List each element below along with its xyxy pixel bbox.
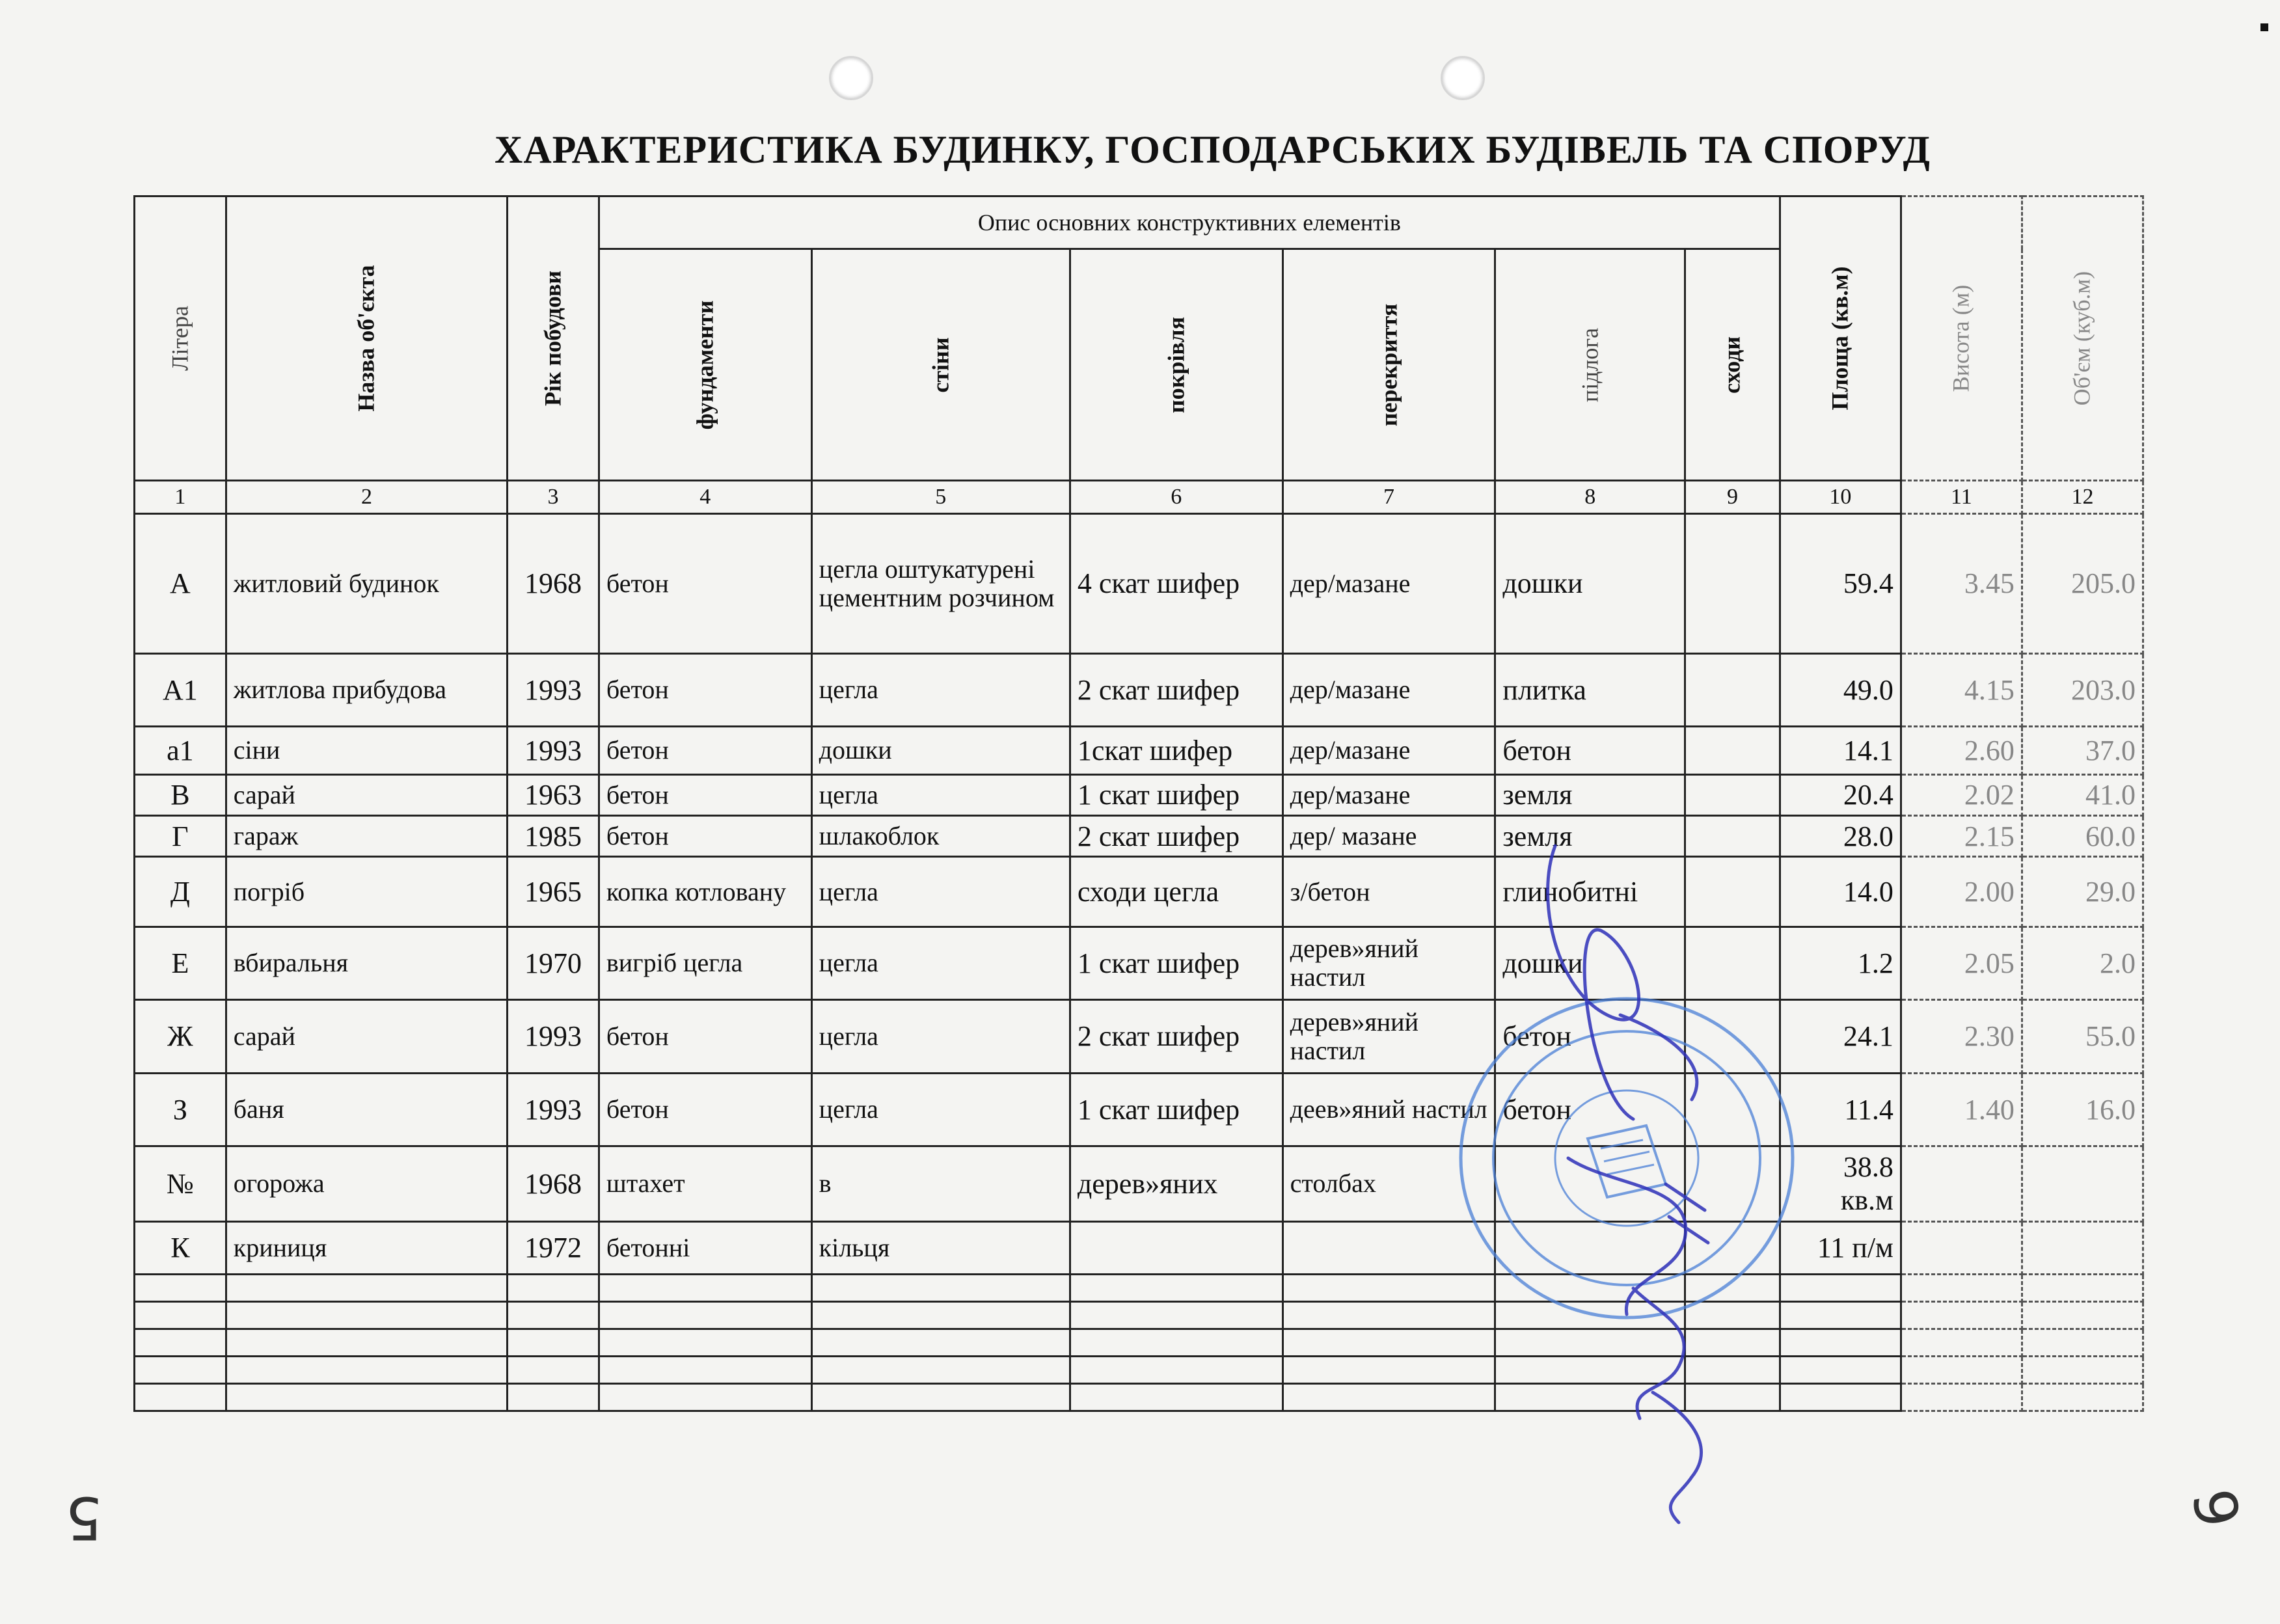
empty-cell: [1495, 1357, 1685, 1384]
characteristics-table: [133, 195, 2144, 1412]
cell-roof: 1 скат шифер: [1070, 1073, 1282, 1146]
cell-foundation: копка котловану: [599, 857, 811, 927]
empty-cell: [1901, 1275, 2022, 1302]
cell-volume: 16.0: [2022, 1073, 2143, 1146]
empty-cell: [508, 1329, 599, 1357]
col-ceiling-header: перекриття: [1282, 249, 1495, 481]
empty-cell: [226, 1383, 507, 1411]
cell-stairs: [1685, 727, 1780, 775]
col-name-header: Назва об'єкта: [226, 196, 507, 481]
col-floor-header: підлога: [1495, 249, 1685, 481]
empty-cell: [2022, 1383, 2143, 1411]
cell-year: 1993: [508, 1073, 599, 1146]
empty-cell: [599, 1302, 811, 1329]
cell-year: 1968: [508, 514, 599, 654]
cell-area: 24.1: [1780, 1000, 1901, 1073]
cell-litera: В: [135, 774, 226, 815]
empty-cell: [1901, 1302, 2022, 1329]
cell-year: 1970: [508, 927, 599, 999]
table-row: [135, 927, 2143, 999]
col-number: 4: [599, 481, 811, 514]
empty-cell: [1780, 1383, 1901, 1411]
cell-height: 1.40: [1901, 1073, 2022, 1146]
cell-ceiling: з/бетон: [1282, 857, 1495, 927]
cell-area: 11.4: [1780, 1073, 1901, 1146]
cell-roof: сходи цегла: [1070, 857, 1282, 927]
cell-ceiling: дер/мазане: [1282, 774, 1495, 815]
col-number: 9: [1685, 481, 1780, 514]
empty-cell: [226, 1329, 507, 1357]
col-number: 1: [135, 481, 226, 514]
cell-height: 3.45: [1901, 514, 2022, 654]
cell-stairs: [1685, 774, 1780, 815]
cell-ceiling: столбах: [1282, 1146, 1495, 1222]
cell-litera: А1: [135, 653, 226, 726]
empty-table-row: [135, 1275, 2143, 1302]
cell-roof: 1 скат шифер: [1070, 927, 1282, 999]
page-number-left: 5: [65, 1483, 103, 1552]
empty-cell: [811, 1302, 1070, 1329]
cell-year: 1972: [508, 1221, 599, 1275]
col-height-header: Висота (м): [1901, 196, 2022, 481]
cell-litera: К: [135, 1221, 226, 1275]
empty-cell: [1901, 1357, 2022, 1384]
cell-name: криниця: [226, 1221, 507, 1275]
cell-volume: 37.0: [2022, 727, 2143, 775]
cell-name: баня: [226, 1073, 507, 1146]
cell-name: сарай: [226, 774, 507, 815]
cell-litera: З: [135, 1073, 226, 1146]
empty-cell: [1901, 1329, 2022, 1357]
cell-ceiling: дер/ мазане: [1282, 816, 1495, 857]
cell-year: 1985: [508, 816, 599, 857]
table-body: [135, 514, 2143, 1411]
cell-floor: дошки: [1495, 514, 1685, 654]
cell-year: 1993: [508, 727, 599, 775]
cell-volume: 60.0: [2022, 816, 2143, 857]
cell-ceiling: дер/мазане: [1282, 514, 1495, 654]
cell-walls: цегла: [811, 774, 1070, 815]
col-number: 7: [1282, 481, 1495, 514]
cell-foundation: бетон: [599, 1073, 811, 1146]
empty-cell: [1780, 1357, 1901, 1384]
cell-floor: бетон: [1495, 1073, 1685, 1146]
cell-floor: бетон: [1495, 727, 1685, 775]
empty-cell: [1070, 1329, 1282, 1357]
cell-ceiling: дерев»яний настил: [1282, 1000, 1495, 1073]
col-walls-header: стіни: [811, 249, 1070, 481]
cell-foundation: бетон: [599, 514, 811, 654]
col-number: 6: [1070, 481, 1282, 514]
cell-name: житлова прибудова: [226, 653, 507, 726]
cell-foundation: бетон: [599, 653, 811, 726]
col-foundation-header: фундаменти: [599, 249, 811, 481]
cell-roof: 1скат шифер: [1070, 727, 1282, 775]
cell-floor: земля: [1495, 774, 1685, 815]
cell-year: 1963: [508, 774, 599, 815]
cell-walls: цегла: [811, 1000, 1070, 1073]
cell-area: 49.0: [1780, 653, 1901, 726]
cell-litera: №: [135, 1146, 226, 1222]
cell-stairs: [1685, 857, 1780, 927]
cell-litera: Д: [135, 857, 226, 927]
table-row: [135, 816, 2143, 857]
cell-area: 11 п/м: [1780, 1221, 1901, 1275]
empty-cell: [1495, 1383, 1685, 1411]
cell-floor: дошки: [1495, 927, 1685, 999]
empty-cell: [508, 1383, 599, 1411]
empty-cell: [1685, 1329, 1780, 1357]
punch-hole-right: [1441, 56, 1485, 100]
empty-cell: [1282, 1383, 1495, 1411]
cell-roof: 2 скат шифер: [1070, 653, 1282, 726]
cell-foundation: бетон: [599, 1000, 811, 1073]
cell-foundation: бетон: [599, 816, 811, 857]
cell-walls: цегла оштукатурені цементним розчином: [811, 514, 1070, 654]
cell-litera: Ж: [135, 1000, 226, 1073]
cell-roof: [1070, 1221, 1282, 1275]
header-row-top: [135, 196, 2143, 249]
empty-cell: [1780, 1329, 1901, 1357]
empty-cell: [599, 1329, 811, 1357]
cell-year: 1993: [508, 653, 599, 726]
cell-height: 2.15: [1901, 816, 2022, 857]
table-row: [135, 774, 2143, 815]
cell-volume: 205.0: [2022, 514, 2143, 654]
col-number: 11: [1901, 481, 2022, 514]
col-stairs-header: сходи: [1685, 249, 1780, 481]
corner-mark: [2260, 23, 2268, 31]
table-row: [135, 514, 2143, 654]
cell-name: огорожа: [226, 1146, 507, 1222]
cell-floor: плитка: [1495, 653, 1685, 726]
cell-floor: глинобитні: [1495, 857, 1685, 927]
cell-floor: земля: [1495, 816, 1685, 857]
cell-stairs: [1685, 816, 1780, 857]
table-row: [135, 727, 2143, 775]
cell-area: 59.4: [1780, 514, 1901, 654]
empty-cell: [226, 1357, 507, 1384]
cell-name: сіни: [226, 727, 507, 775]
empty-cell: [508, 1357, 599, 1384]
cell-litera: Г: [135, 816, 226, 857]
cell-walls: цегла: [811, 653, 1070, 726]
column-number-row: [135, 481, 2143, 514]
cell-height: 2.05: [1901, 927, 2022, 999]
cell-volume: 41.0: [2022, 774, 2143, 815]
empty-cell: [1070, 1302, 1282, 1329]
cell-litera: а1: [135, 727, 226, 775]
cell-height: 2.02: [1901, 774, 2022, 815]
empty-cell: [226, 1302, 507, 1329]
empty-cell: [1685, 1357, 1780, 1384]
cell-year: 1993: [508, 1000, 599, 1073]
cell-walls: цегла: [811, 857, 1070, 927]
empty-cell: [508, 1275, 599, 1302]
cell-volume: 2.0: [2022, 927, 2143, 999]
cell-litera: А: [135, 514, 226, 654]
empty-table-row: [135, 1383, 2143, 1411]
empty-cell: [811, 1357, 1070, 1384]
empty-cell: [811, 1275, 1070, 1302]
empty-cell: [2022, 1275, 2143, 1302]
cell-height: 4.15: [1901, 653, 2022, 726]
table-row: [135, 857, 2143, 927]
col-number: 2: [226, 481, 507, 514]
cell-roof: 2 скат шифер: [1070, 816, 1282, 857]
empty-cell: [599, 1383, 811, 1411]
cell-volume: 29.0: [2022, 857, 2143, 927]
cell-volume: [2022, 1146, 2143, 1222]
empty-cell: [811, 1329, 1070, 1357]
construction-elements-header: Опис основних конструктивних елементів: [599, 196, 1780, 249]
empty-cell: [599, 1275, 811, 1302]
empty-cell: [135, 1329, 226, 1357]
empty-cell: [2022, 1302, 2143, 1329]
cell-ceiling: дер/мазане: [1282, 727, 1495, 775]
cell-foundation: вигріб цегла: [599, 927, 811, 999]
cell-foundation: бетон: [599, 774, 811, 815]
col-number: 10: [1780, 481, 1901, 514]
cell-year: 1965: [508, 857, 599, 927]
col-number: 8: [1495, 481, 1685, 514]
cell-stairs: [1685, 514, 1780, 654]
cell-ceiling: дер/мазане: [1282, 653, 1495, 726]
empty-cell: [508, 1302, 599, 1329]
cell-foundation: бетонні: [599, 1221, 811, 1275]
empty-table-row: [135, 1302, 2143, 1329]
cell-walls: в: [811, 1146, 1070, 1222]
cell-area: 14.0: [1780, 857, 1901, 927]
col-litera-header: Літера: [135, 196, 226, 481]
cell-name: погріб: [226, 857, 507, 927]
cell-walls: цегла: [811, 1073, 1070, 1146]
table-row: [135, 1000, 2143, 1073]
cell-volume: 203.0: [2022, 653, 2143, 726]
empty-cell: [1070, 1357, 1282, 1384]
cell-name: гараж: [226, 816, 507, 857]
cell-area: 38.8 кв.м: [1780, 1146, 1901, 1222]
cell-area: 1.2: [1780, 927, 1901, 999]
cell-foundation: бетон: [599, 727, 811, 775]
cell-foundation: штахет: [599, 1146, 811, 1222]
empty-table-row: [135, 1329, 2143, 1357]
col-number: 3: [508, 481, 599, 514]
col-year-header: Рік побудови: [508, 196, 599, 481]
cell-name: сарай: [226, 1000, 507, 1073]
cell-walls: кільця: [811, 1221, 1070, 1275]
cell-walls: дошки: [811, 727, 1070, 775]
cell-roof: 1 скат шифер: [1070, 774, 1282, 815]
table-row: [135, 1146, 2143, 1222]
cell-height: [1901, 1221, 2022, 1275]
cell-area: 28.0: [1780, 816, 1901, 857]
empty-cell: [811, 1383, 1070, 1411]
col-roof-header: покрівля: [1070, 249, 1282, 481]
cell-area: 20.4: [1780, 774, 1901, 815]
cell-stairs: [1685, 653, 1780, 726]
empty-cell: [135, 1302, 226, 1329]
col-volume-header: Об'єм (куб.м): [2022, 196, 2143, 481]
empty-cell: [226, 1275, 507, 1302]
cell-name: вбиральня: [226, 927, 507, 999]
col-area-header: Площа (кв.м): [1780, 196, 1901, 481]
document-title: ХАРАКТЕРИСТИКА БУДИНКУ, ГОСПОДАРСЬКИХ БУДІВЕЛЬ ТА СПОРУД: [495, 128, 1931, 171]
cell-height: [1901, 1146, 2022, 1222]
cell-roof: дерев»яних: [1070, 1146, 1282, 1222]
cell-name: житловий будинок: [226, 514, 507, 654]
cell-roof: 2 скат шифер: [1070, 1000, 1282, 1073]
cell-ceiling: деев»яний настил: [1282, 1073, 1495, 1146]
page-number-right: 6: [2180, 1483, 2255, 1532]
cell-floor: бетон: [1495, 1000, 1685, 1073]
cell-area: 14.1: [1780, 727, 1901, 775]
cell-roof: 4 скат шифер: [1070, 514, 1282, 654]
table-row: [135, 1073, 2143, 1146]
cell-walls: шлакоблок: [811, 816, 1070, 857]
cell-volume: 55.0: [2022, 1000, 2143, 1073]
col-number: 12: [2022, 481, 2143, 514]
table-row: [135, 653, 2143, 726]
official-seal-stamp: [1451, 989, 1802, 1327]
cell-height: 2.60: [1901, 727, 2022, 775]
empty-cell: [1685, 1383, 1780, 1411]
cell-ceiling: дерев»яний настил: [1282, 927, 1495, 999]
empty-cell: [2022, 1329, 2143, 1357]
empty-cell: [1282, 1357, 1495, 1384]
cell-volume: [2022, 1221, 2143, 1275]
empty-cell: [1070, 1275, 1282, 1302]
empty-cell: [599, 1357, 811, 1384]
empty-cell: [1901, 1383, 2022, 1411]
cell-year: 1968: [508, 1146, 599, 1222]
empty-cell: [1070, 1383, 1282, 1411]
cell-walls: цегла: [811, 927, 1070, 999]
empty-cell: [1282, 1329, 1495, 1357]
cell-litera: Е: [135, 927, 226, 999]
empty-table-row: [135, 1357, 2143, 1384]
cell-height: 2.00: [1901, 857, 2022, 927]
empty-cell: [135, 1357, 226, 1384]
table-row: [135, 1221, 2143, 1275]
empty-cell: [1495, 1329, 1685, 1357]
punch-hole-left: [829, 56, 873, 100]
empty-cell: [135, 1383, 226, 1411]
cell-height: 2.30: [1901, 1000, 2022, 1073]
empty-cell: [2022, 1357, 2143, 1384]
col-number: 5: [811, 481, 1070, 514]
empty-cell: [135, 1275, 226, 1302]
